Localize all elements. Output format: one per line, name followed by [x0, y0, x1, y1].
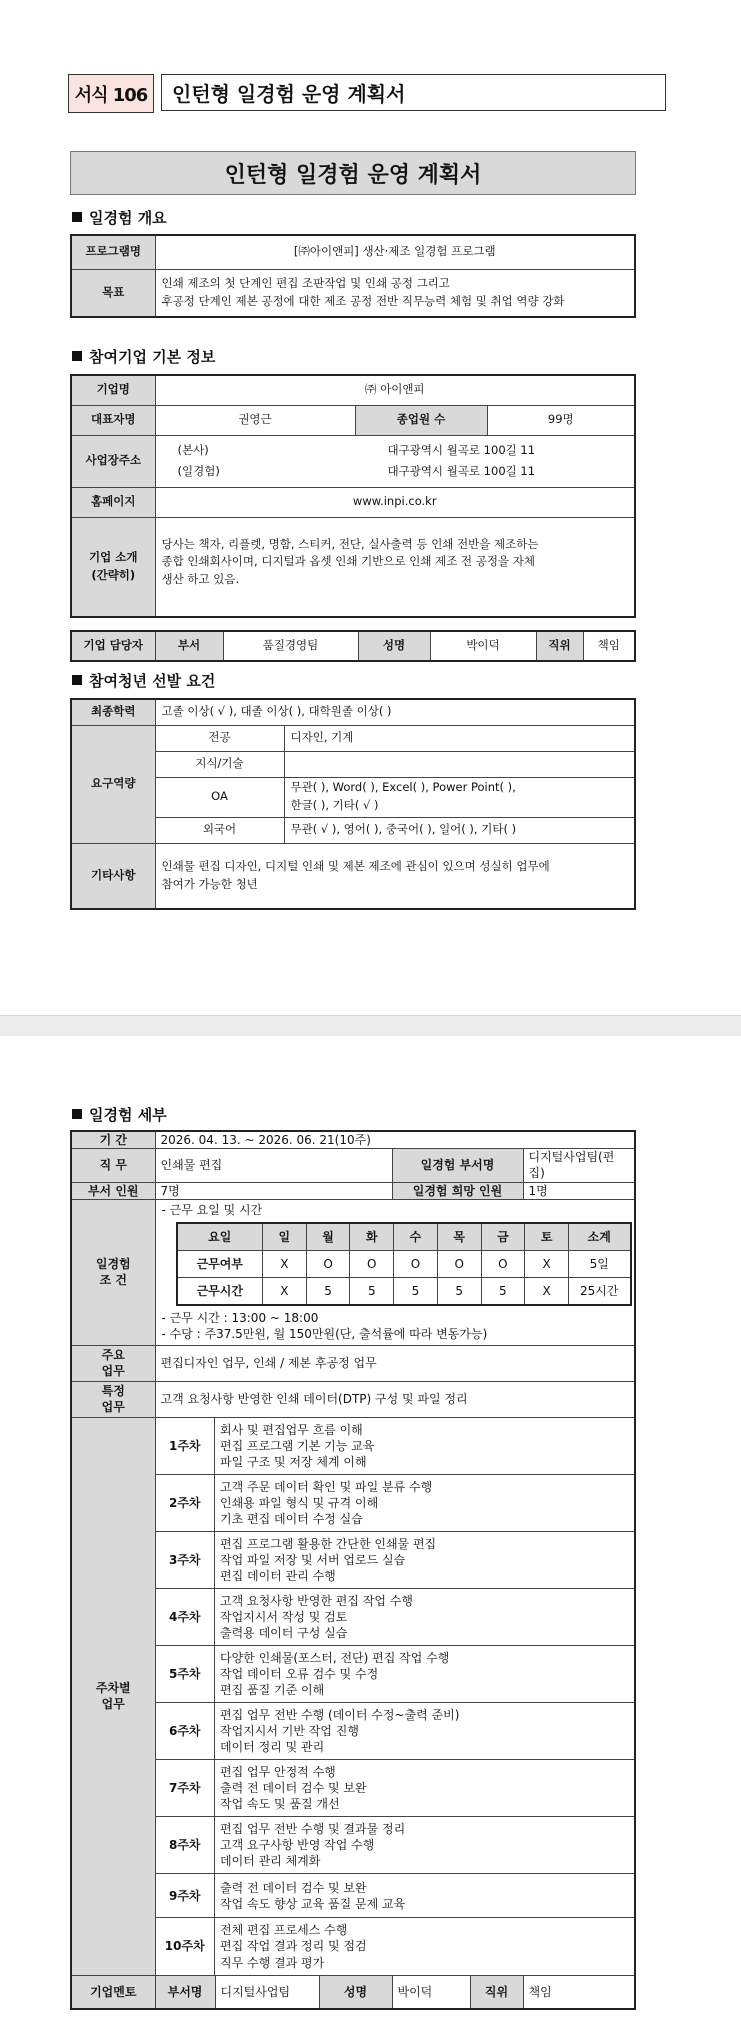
week-label: 6주차: [156, 1703, 215, 1760]
schedule-header-cell: 토: [525, 1223, 569, 1251]
contact-label: 기업 담당자: [71, 631, 155, 661]
address-label: 사업장주소: [71, 435, 155, 487]
page-break: [0, 1015, 741, 1037]
schedule-cell: 5: [437, 1278, 481, 1306]
mentor-dept-value: 디지털사업팀: [215, 1975, 319, 2009]
employees-label: 종업원 수: [355, 405, 487, 435]
mentor-label: 기업멘토: [71, 1975, 155, 2009]
schedule-cell: O: [437, 1251, 481, 1278]
program-label: 프로그램명: [71, 235, 155, 269]
schedule-header-cell: 소계: [569, 1223, 631, 1251]
week-row: [156, 1817, 635, 1874]
weekly-task-cell: [155, 1417, 635, 1975]
week-row: [156, 1532, 635, 1589]
week-label: 1주차: [156, 1418, 215, 1475]
schedule-cell: 25시간: [569, 1278, 631, 1306]
section-heading-overview: 일경험 개요: [72, 207, 167, 228]
dept-staff-label: 부서 인원: [71, 1182, 155, 1199]
week-task-line: 편집 작업 결과 정리 및 점검: [220, 1939, 367, 1954]
square-bullet-icon: [72, 212, 82, 222]
week-task-line: 데이터 정리 및 관리: [220, 1740, 325, 1755]
contact-name-label: 성명: [358, 631, 430, 661]
week-task-line: 편집 프로그램 기본 기능 교육: [220, 1438, 375, 1453]
week-label: 4주차: [156, 1589, 215, 1646]
contact-table: [70, 630, 636, 662]
week-tasks: [215, 1703, 635, 1760]
week-row: [156, 1646, 635, 1703]
ceo-value: 권영근: [155, 405, 355, 435]
week-task-line: 편집 업무 안정적 수행: [220, 1764, 336, 1779]
schedule-cell: X: [263, 1278, 307, 1306]
schedule-cell: 5: [481, 1278, 525, 1306]
job-label: 직 무: [71, 1149, 155, 1182]
schedule-cell: 5일: [569, 1251, 631, 1278]
hq-address: 대구광역시 월곡로 100길 11: [387, 442, 536, 457]
schedule-row-hours: [177, 1278, 631, 1306]
education-value: 고졸 이상( √ ), 대졸 이상( ), 대학원졸 이상( ): [155, 699, 635, 725]
mentor-name-value: 박이덕: [392, 1975, 470, 2009]
week-task-line: 파일 구조 및 저장 체계 이해: [220, 1455, 367, 1470]
week-row: [156, 1418, 635, 1475]
company-label: 기업명: [71, 375, 155, 405]
week-row: [156, 1918, 635, 1975]
week-tasks: [215, 1817, 635, 1874]
schedule-header-cell: 화: [350, 1223, 394, 1251]
section-heading-details: 일경험 세부: [72, 1104, 167, 1125]
week-task-line: 전체 편집 프로세스 수행: [220, 1923, 348, 1938]
contact-position-label: 직위: [536, 631, 583, 661]
schedule-cell: X: [525, 1278, 569, 1306]
period-label: 기 간: [71, 1131, 155, 1149]
schedule-header-cell: 일: [263, 1223, 307, 1251]
main-title: 인턴형 일경험 운영 계획서: [70, 151, 636, 195]
schedule-table: [176, 1222, 632, 1306]
conditions-label: 일경험 조 건: [71, 1199, 155, 1345]
week-task-line: 출력용 데이터 구성 실습: [220, 1626, 348, 1641]
homepage-value[interactable]: www.inpi.co.kr: [155, 487, 635, 517]
program-value: [㈜아이앤피] 생산·제조 일경험 프로그램: [155, 235, 635, 269]
form-title: 인턴형 일경험 운영 계획서: [161, 74, 666, 111]
employees-value: 99명: [487, 405, 635, 435]
week-label: 7주차: [156, 1760, 215, 1817]
schedule-cell: O: [394, 1251, 438, 1278]
intro-value: 당사는 책자, 리플렛, 명함, 스티커, 전단, 실사출력 등 인쇄 전반을 제조하는 종합 인쇄회사이며, 디지털과 옵셋 인쇄 기반으로 인쇄 제조 전 공정을 자체 생산 하고 있음.: [155, 517, 635, 617]
square-bullet-icon: [72, 1109, 82, 1119]
schedule-cell: 5: [306, 1278, 350, 1306]
week-task-line: 인쇄용 파일 형식 및 규격 이해: [220, 1496, 379, 1511]
hq-label: (본사): [177, 442, 209, 457]
week-task-line: 고객 요청사항 반영한 편집 작업 수행: [220, 1593, 413, 1608]
form-number: 서식 106: [68, 74, 154, 113]
contact-name-value: 박이덕: [430, 631, 536, 661]
week-task-line: 기초 편집 데이터 수정 실습: [220, 1512, 363, 1527]
weekly-task-label: 주차별 업무: [71, 1417, 155, 1975]
week-label: 3주차: [156, 1532, 215, 1589]
week-label: 5주차: [156, 1646, 215, 1703]
schedule-header-cell: 금: [481, 1223, 525, 1251]
ceo-label: 대표자명: [71, 405, 155, 435]
schedule-header-row: [177, 1223, 631, 1251]
week-task-line: 작업 속도 및 품질 개선: [220, 1797, 340, 1812]
week-task-line: 고객 요구사항 반영 작업 수행: [220, 1838, 375, 1853]
week-task-line: 출력 전 데이터 검수 및 보완: [220, 1781, 367, 1796]
oa-value: 무관( ), Word( ), Excel( ), Power Point( ), 한글( ), 기타( √ ): [284, 777, 635, 817]
special-task-value: 고객 요청사항 반영한 인쇄 데이터(DTP) 구성 및 파일 정리: [155, 1381, 635, 1417]
education-label: 최종학력: [71, 699, 155, 725]
week-task-line: 편집 업무 전반 수행 및 결과물 정리: [220, 1821, 406, 1836]
schedule-header-cell: 요일: [177, 1223, 263, 1251]
details-table: [70, 1130, 636, 2010]
week-row: [156, 1589, 635, 1646]
mentor-dept-label: 부서명: [155, 1975, 215, 2009]
mentor-name-label: 성명: [319, 1975, 392, 2009]
week-task-line: 고객 주문 데이터 확인 및 파일 분류 수행: [220, 1479, 433, 1494]
dept-staff-value: 7명: [155, 1182, 392, 1199]
contact-dept-label: 부서: [155, 631, 223, 661]
week-label: 2주차: [156, 1475, 215, 1532]
job-value: 인쇄물 편집: [155, 1149, 392, 1182]
main-task-value: 편집디자인 업무, 인쇄 / 제본 후공정 업무: [155, 1345, 635, 1381]
schedule-header-cell: 월: [306, 1223, 350, 1251]
square-bullet-icon: [72, 675, 82, 685]
page-2: [0, 1036, 741, 2023]
overview-table: [70, 234, 636, 318]
week-task-line: 다양한 인쇄물(포스터, 전단) 편집 작업 수행: [220, 1650, 450, 1665]
section-heading-company: 참여기업 기본 정보: [72, 346, 215, 367]
main-task-label: 주요 업무: [71, 1345, 155, 1381]
pay-note: - 수당 : 주37.5만원, 월 150만원(단, 출석률에 따라 변동가능): [161, 1327, 488, 1342]
hours-note: - 근무 시간 : 13:00 ~ 18:00: [161, 1311, 319, 1326]
week-label: 10주차: [156, 1918, 215, 1975]
goal-value: 인쇄 제조의 첫 단계인 편집 조판작업 및 인쇄 공정 그리고 후공정 단계인 제본 공정에 대한 제조 공정 전반 직무능력 체험 및 취업 역량 강화: [155, 269, 635, 317]
skill-value: [284, 751, 635, 777]
dept-name-value: 디지털사업팀(편집): [523, 1149, 635, 1182]
conditions-value: [155, 1199, 635, 1345]
contact-position-value: 책임: [583, 631, 635, 661]
company-value: ㈜ 아이앤피: [155, 375, 635, 405]
week-label: 8주차: [156, 1817, 215, 1874]
mentor-position-value: 책임: [523, 1975, 635, 2009]
contact-dept-value: 품질경영팀: [223, 631, 358, 661]
company-table: [70, 374, 636, 618]
square-bullet-icon: [72, 351, 82, 361]
week-task-line: 작업 파일 저장 및 서버 업로드 실습: [220, 1553, 406, 1568]
week-task-line: 데이터 관리 체계화: [220, 1854, 321, 1869]
week-tasks: [215, 1589, 635, 1646]
hope-value: 1명: [523, 1182, 635, 1199]
week-row: [156, 1874, 635, 1918]
week-task-line: 출력 전 데이터 검수 및 보완: [220, 1880, 367, 1895]
week-tasks: [215, 1646, 635, 1703]
etc-label: 기타사항: [71, 843, 155, 909]
schedule-cell: X: [263, 1251, 307, 1278]
special-task-label: 특정 업무: [71, 1381, 155, 1417]
etc-value: 인쇄물 편집 디자인, 디지털 인쇄 및 제본 제조에 관심이 있으며 성실히 업무에 참여가 가능한 청년: [155, 843, 635, 909]
week-task-line: 작업 데이터 오류 검수 및 수정: [220, 1667, 379, 1682]
schedule-cell: 근무여부: [177, 1251, 263, 1278]
address-value: [155, 435, 635, 487]
hope-label: 일경험 희망 인원: [392, 1182, 523, 1199]
site-address: 대구광역시 월곡로 100길 11: [387, 463, 536, 478]
week-row: [156, 1760, 635, 1817]
weekly-task-table: [156, 1418, 635, 1975]
week-task-line: 직무 수행 결과 평가: [220, 1955, 325, 1970]
week-tasks: [215, 1532, 635, 1589]
week-tasks: [215, 1475, 635, 1532]
schedule-cell: 5: [394, 1278, 438, 1306]
week-task-line: 회사 및 편집업무 흐름 이해: [220, 1422, 363, 1437]
schedule-cell: 5: [350, 1278, 394, 1306]
week-tasks: [215, 1918, 635, 1975]
week-row: [156, 1475, 635, 1532]
intro-label: 기업 소개 (간략히): [71, 517, 155, 617]
major-label: 전공: [155, 725, 284, 751]
conditions-subtitle: - 근무 요일 및 시간: [161, 1202, 263, 1217]
week-tasks: [215, 1874, 635, 1918]
week-row: [156, 1703, 635, 1760]
week-task-line: 편집 데이터 관리 수행: [220, 1569, 336, 1584]
mentor-position-label: 직위: [470, 1975, 523, 2009]
goal-label: 목표: [71, 269, 155, 317]
week-task-line: 작업지시서 작성 및 검토: [220, 1610, 348, 1625]
week-task-line: 편집 프로그램 활용한 간단한 인쇄물 편집: [220, 1536, 437, 1551]
period-value: 2026. 04. 13. ~ 2026. 06. 21(10주): [155, 1131, 635, 1149]
dept-name-label: 일경험 부서명: [392, 1149, 523, 1182]
language-label: 외국어: [155, 817, 284, 843]
week-tasks: [215, 1418, 635, 1475]
schedule-header-cell: 수: [394, 1223, 438, 1251]
week-task-line: 편집 업무 전반 수행 (데이터 수정~출력 준비): [220, 1707, 460, 1722]
site-label: (일경험): [177, 463, 220, 478]
schedule-cell: X: [525, 1251, 569, 1278]
schedule-cell: O: [481, 1251, 525, 1278]
week-label: 9주차: [156, 1874, 215, 1918]
week-task-line: 편집 품질 기준 이해: [220, 1683, 325, 1698]
schedule-row-workdays: [177, 1251, 631, 1278]
schedule-header-cell: 목: [437, 1223, 481, 1251]
form-header: [68, 74, 668, 113]
language-value: 무관( √ ), 영어( ), 중국어( ), 일어( ), 기타( ): [284, 817, 635, 843]
section-heading-requirements: 참여청년 선발 요건: [72, 670, 215, 691]
schedule-cell: O: [350, 1251, 394, 1278]
oa-label: OA: [155, 777, 284, 817]
requirements-table: [70, 698, 636, 910]
major-value: 디자인, 기계: [284, 725, 635, 751]
week-tasks: [215, 1760, 635, 1817]
week-task-line: 작업 속도 향상 교육 품질 문제 교육: [220, 1896, 406, 1911]
skill-label: 지식/기술: [155, 751, 284, 777]
schedule-cell: O: [306, 1251, 350, 1278]
schedule-cell: 근무시간: [177, 1278, 263, 1306]
homepage-label: 홈페이지: [71, 487, 155, 517]
week-task-line: 작업지시서 기반 작업 진행: [220, 1724, 359, 1739]
required-skills-label: 요구역량: [71, 725, 155, 843]
